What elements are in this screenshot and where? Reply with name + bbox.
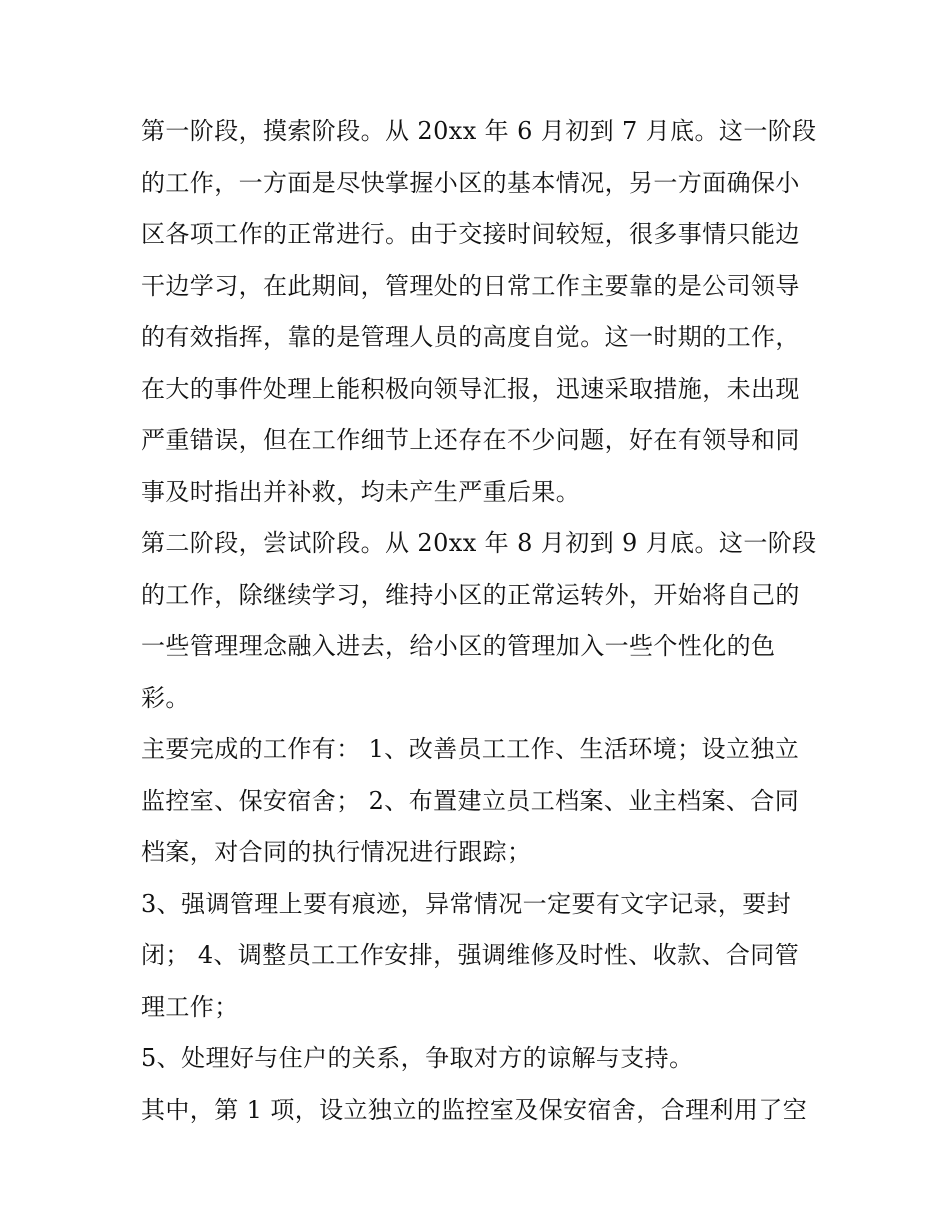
text-line: 严重错误，但在工作细节上还存在不少问题，好在有领导和同	[141, 426, 800, 454]
text-line: 的工作，一方面是尽快掌握小区的基本情况，另一方面确保小	[141, 168, 800, 197]
text-line: 监控室、保安宿舍； 2、布置建立员工档案、业主档案、合同	[141, 786, 800, 815]
text-line: 事及时指出并补救，均未产生严重后果。	[141, 477, 581, 506]
text-line: 第二阶段，尝试阶段。从 20xx 年 8 月初到 9 月底。这一阶段	[141, 529, 817, 557]
document-body	[141, 106, 821, 1136]
text-line: 闭； 4、调整员工工作安排，强调维修及时性、收款、合同管	[141, 941, 800, 969]
text-line: 主要完成的工作有： 1、改善员工工作、生活环境；设立独立	[141, 735, 800, 763]
text-line: 区各项工作的正常进行。由于交接时间较短，很多事情只能边	[141, 220, 800, 248]
text-line: 一些管理理念融入进去，给小区的管理加入一些个性化的色	[141, 632, 776, 660]
text-line: 第一阶段，摸索阶段。从 20xx 年 6 月初到 7 月底。这一阶段	[141, 117, 817, 145]
text-line: 档案，对合同的执行情况进行跟踪；	[141, 838, 532, 866]
text-line: 5、处理好与住户的关系，争取对方的谅解与支持。	[141, 1044, 694, 1072]
text-line: 的工作，除继续学习，维持小区的正常运转外，开始将自己的	[141, 580, 800, 609]
text-line: 干边学习，在此期间，管理处的日常工作主要靠的是公司领导	[141, 271, 800, 300]
text-line: 彩。	[141, 683, 190, 712]
text-line: 理工作；	[141, 992, 239, 1021]
text-line: 的有效指挥，靠的是管理人员的高度自觉。这一时期的工作，	[141, 323, 800, 351]
text-line: 其中，第 1 项，设立独立的监控室及保安宿舍，合理利用了空	[141, 1095, 808, 1124]
text-line: 在大的事件处理上能积极向领导汇报，迅速采取措施，未出现	[141, 374, 800, 403]
text-line: 3、强调管理上要有痕迹，异常情况一定要有文字记录，要封	[141, 889, 792, 918]
